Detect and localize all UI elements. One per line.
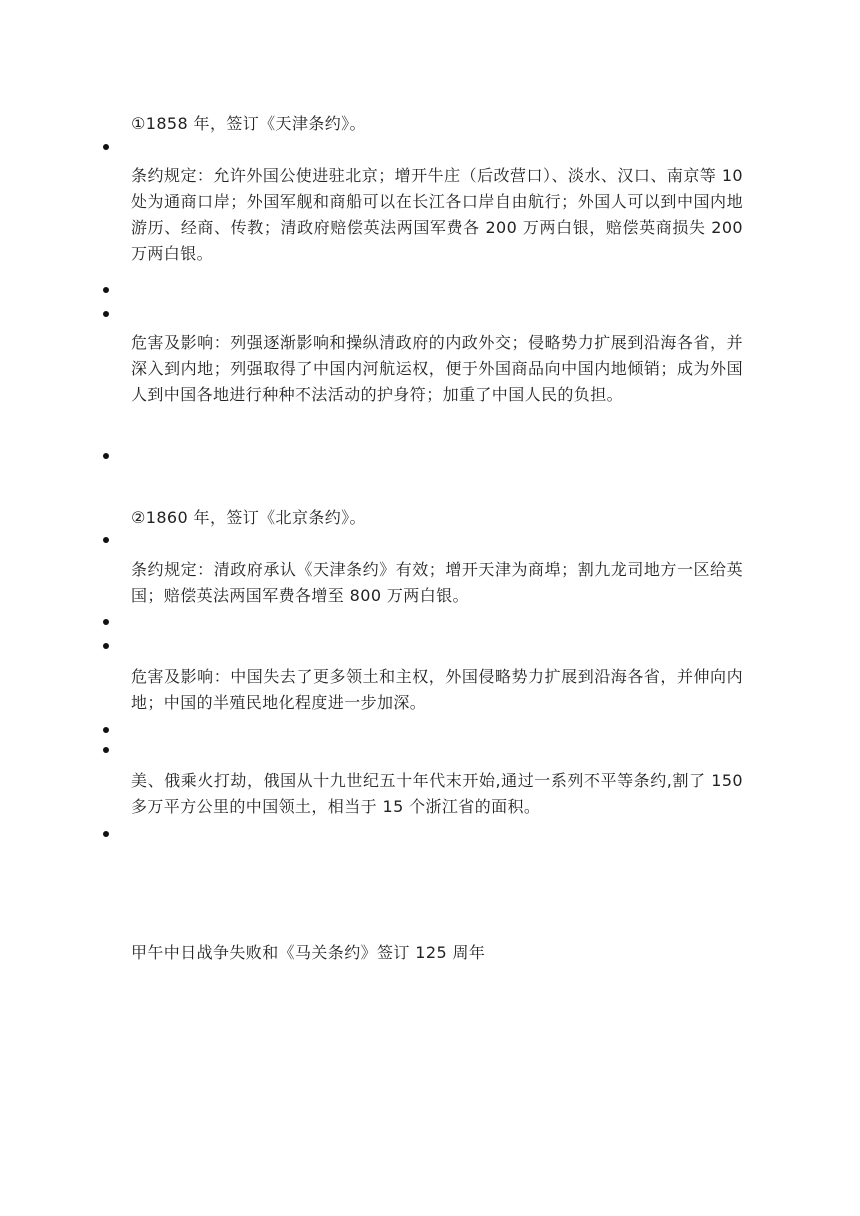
bullet-marker	[103, 287, 109, 293]
paragraph-tianjin-treaty-impact: 危害及影响：列强逐渐影响和操纵清政府的内政外交；侵略势力扩展到沿海各省，并深入到内地；列强取得了中国内河航运权，便于外国商品向中国内地倾销；成为外国人到中国各地进行种种不法活动的护身符；加重了中国人民的负担。	[131, 333, 743, 404]
paragraph-beijing-treaty-terms: 条约规定：清政府承认《天津条约》有效；增开天津为商埠；割九龙司地方一区给英国；赔偿英法两国军费各增至 800 万两白银。	[131, 560, 743, 605]
paragraph-shimonoseki-anniversary: 甲午中日战争失败和《马关条约》签订 125 周年	[131, 943, 486, 962]
bullet-marker	[103, 311, 109, 317]
bullet-marker	[103, 144, 109, 150]
bullet-marker	[103, 619, 109, 625]
paragraph-russia-territory: 美、俄乘火打劫，俄国从十九世纪五十年代末开始,通过一系列不平等条约,割了 150 多万平方公里的中国领土，相当于 15 个浙江省的面积。	[131, 771, 743, 816]
bullet-marker	[103, 831, 109, 837]
bullet-marker	[103, 727, 109, 733]
bullet-marker	[103, 537, 109, 543]
bullet-marker	[103, 453, 109, 459]
bullet-marker	[103, 643, 109, 649]
paragraph-tianjin-treaty-terms: 条约规定：允许外国公使进驻北京；增开牛庄（后改营口）、淡水、汉口、南京等 10 处为通商口岸；外国军舰和商船可以在长江各口岸自由航行；外国人可以到中国内地游历、经商、传教；清政府赔偿英法两国军费各 200 万两白银，赔偿英商损失 200 万两白银。	[131, 166, 743, 263]
bullet-marker	[103, 747, 109, 753]
paragraph-beijing-treaty-heading: ②1860 年，签订《北京条约》。	[131, 508, 366, 527]
paragraph-beijing-treaty-impact: 危害及影响：中国失去了更多领土和主权，外国侵略势力扩展到沿海各省，并伸向内地；中国的半殖民地化程度进一步加深。	[131, 667, 743, 712]
paragraph-tianjin-treaty-heading: ①1858 年，签订《天津条约》。	[131, 114, 366, 133]
